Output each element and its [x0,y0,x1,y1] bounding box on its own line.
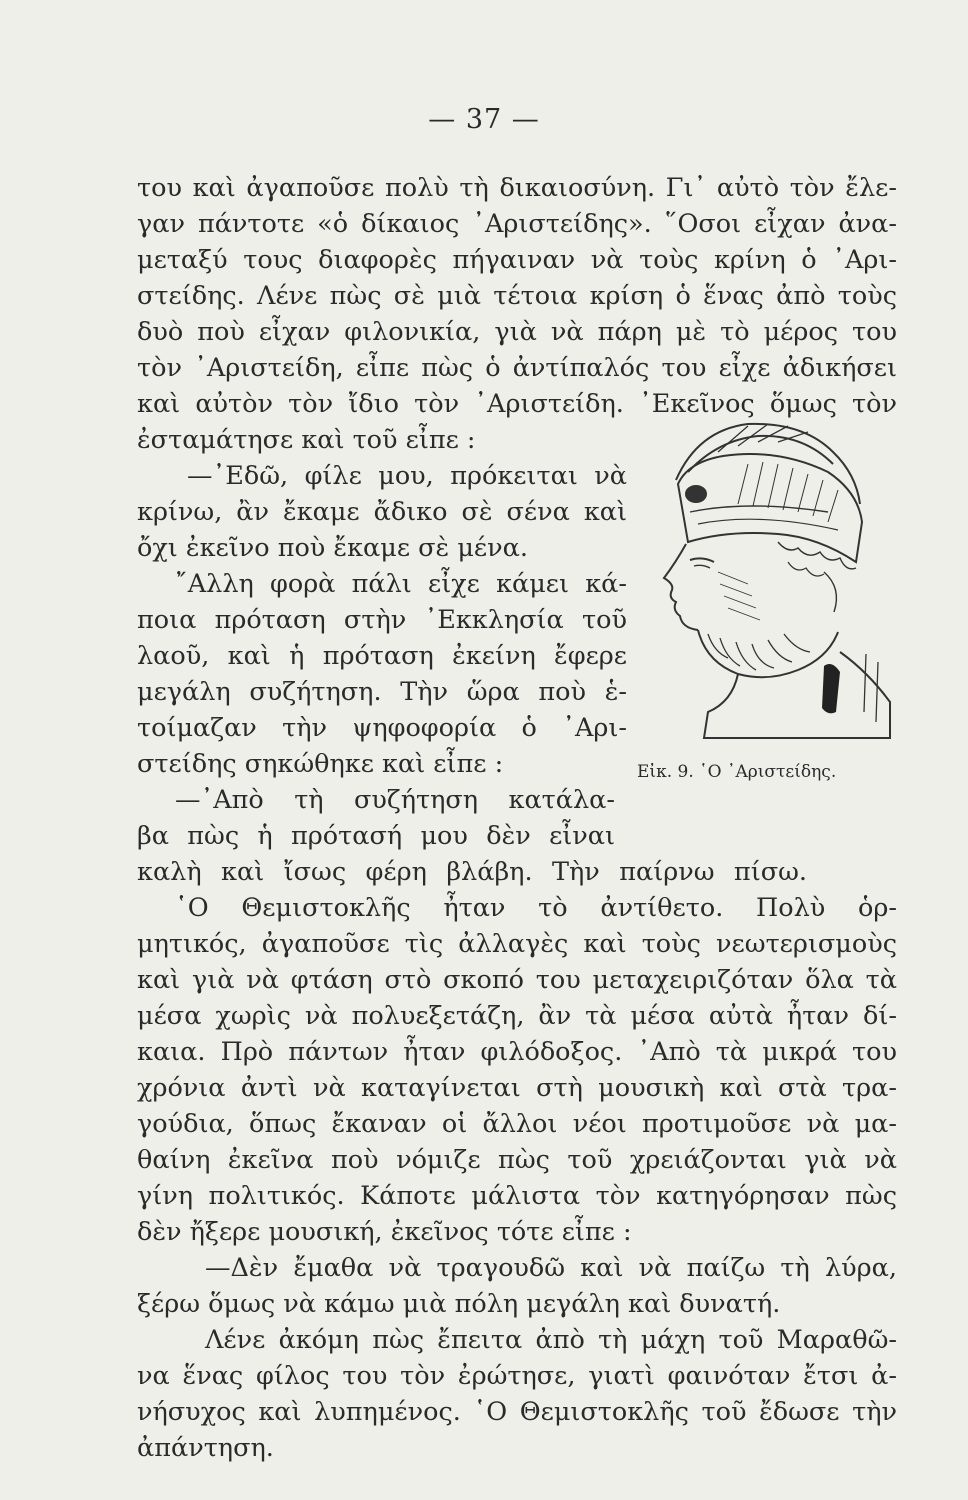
text-line: καὶ γιὰ νὰ φτάση στὸ σκοπό του μεταχειριζόταν ὅλα τὰ [137,965,897,995]
text-line: —᾽Εδῶ, φίλε μου, πρόκειται νὰ [187,461,627,491]
text-line: λαοῦ, καὶ ἡ πρόταση ἐκείνη ἔφερε [137,641,627,671]
text-line: ὄχι ἐκεῖνο ποὺ ἔκαμε σὲ μένα. [137,533,528,563]
aristides-bust-figure [628,412,898,742]
figure-caption: Εἰκ. 9. ῾Ο ᾽Αριστείδης. [637,762,837,782]
text-line: τοίμαζαν τὴν ψηφοφορία ὁ ᾽Αρι- [137,713,627,743]
text-line: να ἕνας φίλος του τὸν ἐρώτησε, γιατὶ φαινόταν ἔτσι ἀ- [137,1361,897,1391]
text-line: στείδης σηκώθηκε καὶ εἶπε : [137,749,504,779]
text-line: ξέρω ὅμως νὰ κάμω μιὰ πόλη μεγάλη καὶ δυνατή. [137,1289,781,1319]
text-line: χρόνια ἀντὶ νὰ καταγίνεται στὴ μουσικὴ καὶ στὰ τρα- [137,1073,897,1103]
text-line: ῎Αλλη φορὰ πάλι εἶχε κάμει κά- [175,569,627,599]
text-line: κρίνω, ἂν ἔκαμε ἄδικο σὲ σένα καὶ [137,497,627,527]
text-line: ἀπάντηση. [137,1433,274,1463]
text-line: ποια πρόταση στὴν ᾽Εκκλησία τοῦ [137,605,627,635]
text-line: δὲν ἤξερε μουσική, ἐκεῖνος τότε εἶπε : [137,1217,632,1247]
bust-illustration [628,412,898,742]
text-line: καια. Πρὸ πάντων ἦταν φιλόδοξος. ᾽Απὸ τὰ μικρά του [137,1037,897,1067]
text-line: στείδης. Λένε πὼς σὲ μιὰ τέτοια κρίση ὁ ἕνας ἀπὸ τοὺς [137,281,897,311]
text-line: καλὴ καὶ ἴσως φέρη βλάβη. Τὴν παίρνω πίσω. [137,857,807,887]
text-line: νήσυχος καὶ λυπημένος. ῾Ο Θεμιστοκλῆς τοῦ ἔδωσε τὴν [137,1397,897,1427]
text-line: γίνη πολιτικός. Κάποτε μάλιστα τὸν κατηγόρησαν πὼς [137,1181,897,1211]
text-line: ἐσταμάτησε καὶ τοῦ εἶπε : [137,425,476,455]
text-line: Λένε ἀκόμη πὼς ἔπειτα ἀπὸ τὴ μάχη τοῦ Μαραθῶ- [205,1325,897,1355]
text-line: —᾽Απὸ τὴ συζήτηση κατάλα- [175,785,615,815]
text-line: θαίνη ἐκεῖνα ποὺ νόμιζε πὼς τοῦ χρειάζονται γιὰ νὰ [137,1145,897,1175]
text-line: —Δὲν ἔμαθα νὰ τραγουδῶ καὶ νὰ παίζω τὴ λύρα, [205,1253,897,1283]
text-line: μέσα χωρὶς νὰ πολυεξετάζη, ἂν τὰ μέσα αὐτὰ ἦταν δί- [137,1001,897,1031]
text-line: μεγάλη συζήτηση. Τὴν ὥρα ποὺ ἑ- [137,677,627,707]
text-line: καὶ αὐτὸν τὸν ἴδιο τὸν ᾽Αριστείδη. ᾽Εκεῖνος ὅμως τὸν [137,389,897,419]
text-line: γαν πάντοτε «ὁ δίκαιος ᾽Αριστείδης». ῞Οσοι εἶχαν ἀνα- [137,209,897,239]
text-line: γούδια, ὅπως ἔκαναν οἱ ἄλλοι νέοι προτιμοῦσε νὰ μα- [137,1109,897,1139]
text-line: ῾Ο Θεμιστοκλῆς ἦταν τὸ ἀντίθετο. Πολὺ ὁρ- [175,893,897,923]
page-number: — 37 — [428,104,540,135]
text-line: μητικός, ἀγαποῦσε τὶς ἀλλαγὲς καὶ τοὺς νεωτερισμοὺς [137,929,897,959]
text-line: βα πὼς ἡ πρότασή μου δὲν εἶναι [137,821,615,851]
text-line: του καὶ ἀγαποῦσε πολὺ τὴ δικαιοσύνη. Γι᾽ αὐτὸ τὸν ἔλε- [137,173,897,203]
text-line: μεταξύ τους διαφορὲς πήγαιναν νὰ τοὺς κρίνη ὁ ᾽Αρι- [137,245,897,275]
text-line: τὸν ᾽Αριστείδη, εἶπε πὼς ὁ ἀντίπαλός του εἶχε ἀδικήσει [137,353,897,383]
text-line: δυὸ ποὺ εἶχαν φιλονικία, γιὰ νὰ πάρη μὲ τὸ μέρος του [137,317,897,347]
